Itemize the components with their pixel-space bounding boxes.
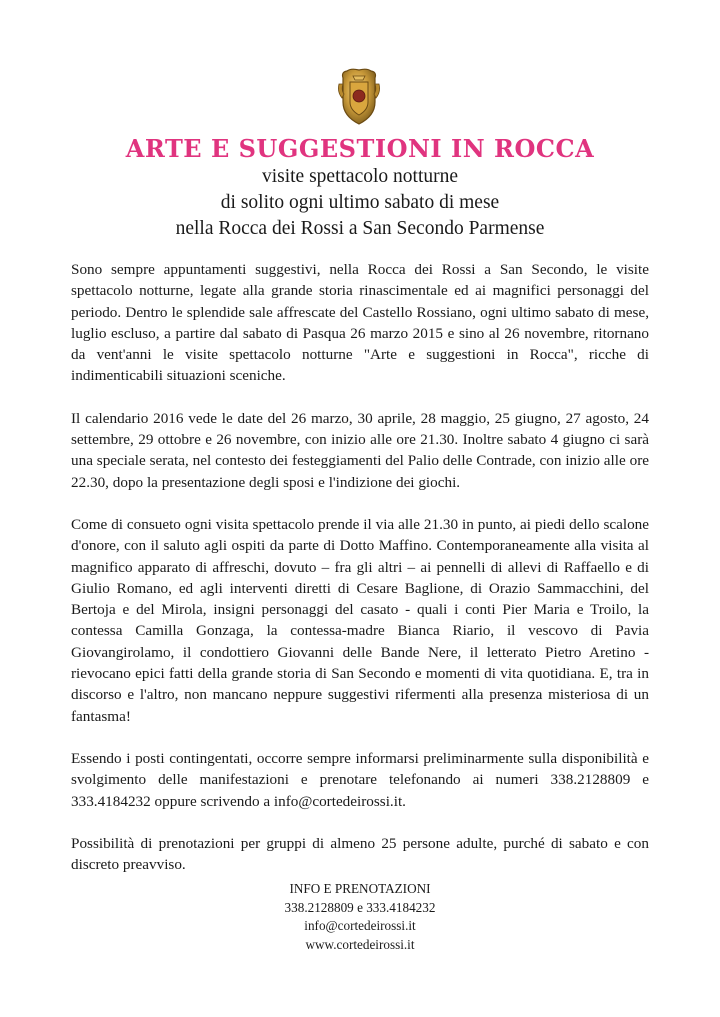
subtitle-line-2: di solito ogni ultimo sabato di mese <box>220 192 500 213</box>
paragraph-intro: Sono sempre appuntamenti suggestivi, nella Rocca dei Rossi a San Secondo, le visite spettacolo notturne, legate alla grande storia rinascimentale ed ai magnifici personaggi del periodo. Dentro le splendide sale affrescate del Castello Rossiano, ogni ultimo sabato di mese, luglio escluso, a partire dal sabato di Pasqua 26 marzo 2015 e sino al 26 novembre, ritornano da vent'anni le visite spettacolo notturne "Arte e suggestioni in Rocca", ricche di indimenticabili situazioni sceniche. <box>71 261 649 385</box>
info-heading: INFO E PRENOTAZIONI <box>289 881 431 896</box>
info-email[interactable]: info@cortedeirossi.it <box>304 918 416 933</box>
coat-of-arms-icon <box>337 68 381 126</box>
subtitle-line-3: nella Rocca dei Rossi a San Secondo Parmense <box>175 218 545 239</box>
info-website[interactable]: www.cortedeirossi.it <box>305 936 415 952</box>
page-title: ARTE E SUGGESTIONI IN ROCCA <box>125 134 595 163</box>
info-phones: 338.2128809 e 333.4184232 <box>284 899 436 915</box>
paragraph-groups: Possibilità di prenotazioni per gruppi di almeno 25 persone adulte, purché di sabato e con discreto preavviso. <box>71 834 649 874</box>
paragraph-description: Come di consueto ogni visita spettacolo prende il via alle 21.30 in punto, ai piedi dello scalone d'onore, con il saluto agli ospiti da parte di Dotto Maffino. Contemporaneamente alla visita al magnifico apparato di affreschi, dovuto – fra gli altri – ai pennelli di allevi di Raffaello e di Giulio Romano, ed agli interventi diretti di Cesare Baglione, di Orazio Sammacchini, del Bertoja e del Mirola, insigni personaggi del casato - quali i conti Pier Maria e Troilo, la contessa Camilla Gonzaga, la contessa-madre Bianca Riario, il vescovo di Pavia Giovangirolamo, il condottiero Giovanni delle Bande Nere, il letterato Pietro Aretino - rievocano epici fatti della grande storia di San Secondo e momenti di vita quotidiana. E, tra in discorso e l'altro, non mancano neppure suggestivi rifermenti alla presenza misteriosa di un fantasma! <box>71 515 649 725</box>
paragraph-calendar: Il calendario 2016 vede le date del 26 marzo, 30 aprile, 28 maggio, 25 giugno, 27 agosto, 24 settembre, 29 ottobre e 26 novembre, con inizio alle ore 21.30. Inoltre sabato 4 giugno ci sarà una speciale serata, nel contesto dei festeggiamenti del Palio delle Contrade, con inizio alle ore 22.30, dopo la presentazione degli sposi e l'indizione dei giochi. <box>71 409 649 491</box>
paragraph-booking: Essendo i posti contingentati, occorre sempre informarsi preliminarmente sulla disponibilità e svolgimento delle manifestazioni e prenotare telefonando ai numeri 338.2128809 e 333.4184232 oppure scrivendo a info@cortedeirossi.it. <box>71 749 649 810</box>
info-block <box>0 880 720 954</box>
article-body <box>71 259 649 896</box>
subtitle-line-1: visite spettacolo notturne <box>261 166 459 187</box>
